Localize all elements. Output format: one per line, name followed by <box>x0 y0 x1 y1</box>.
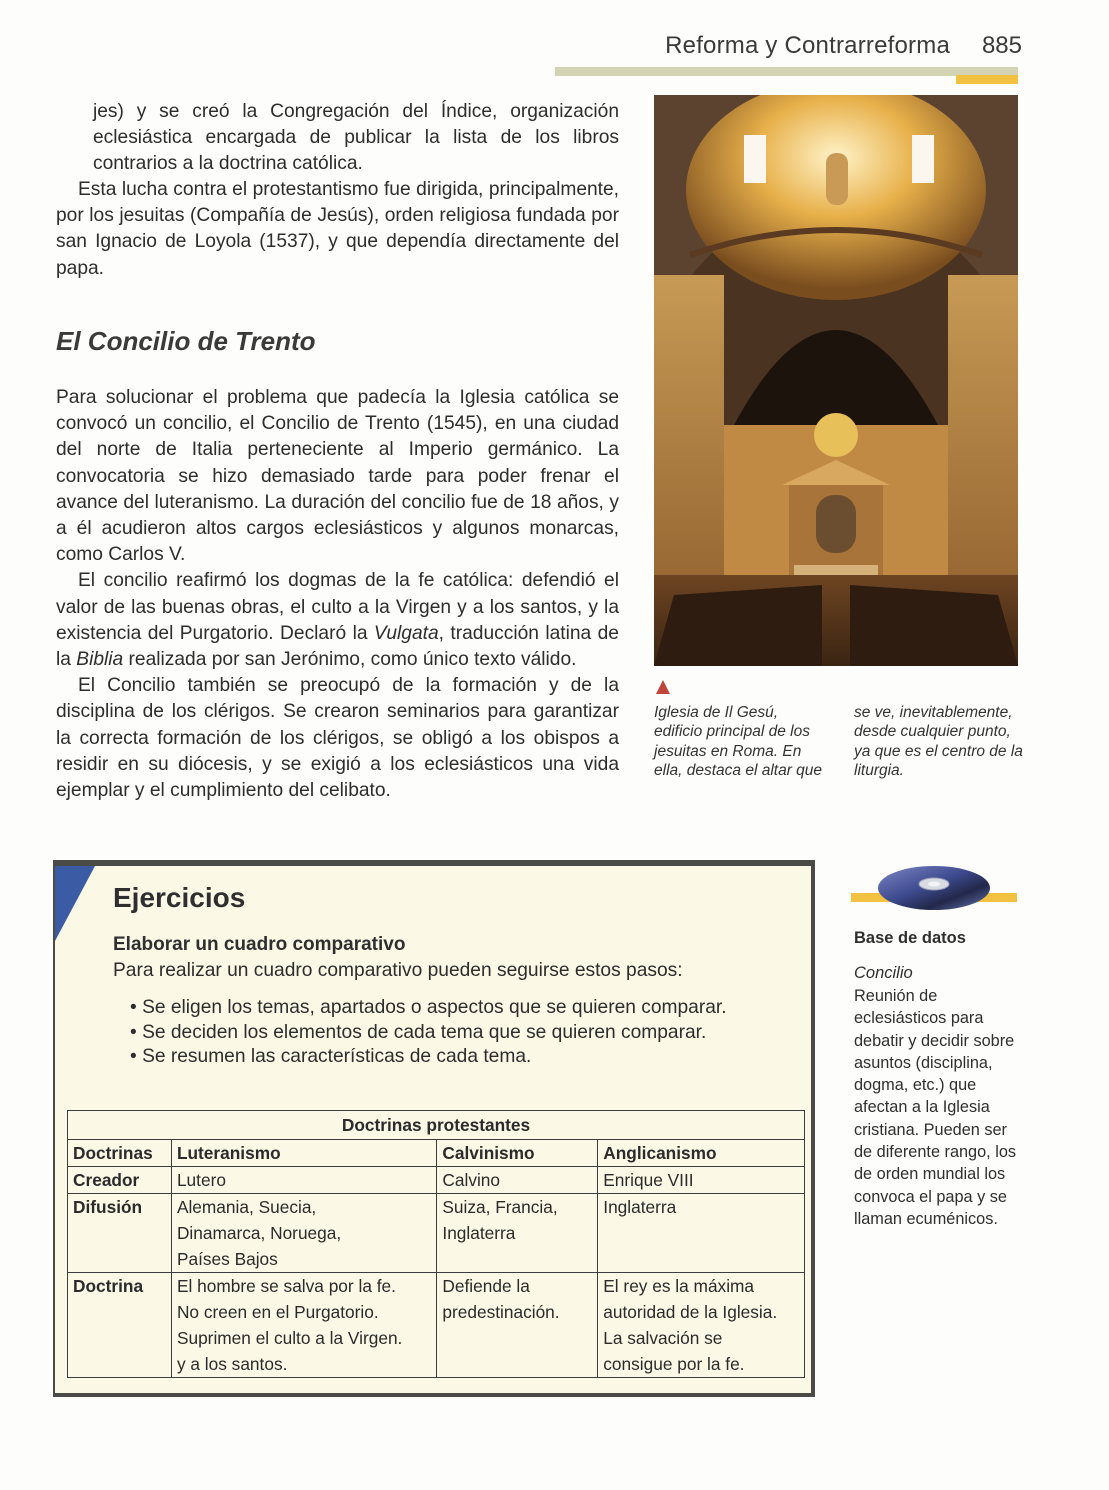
table-row <box>68 1273 805 1378</box>
table-caption-row <box>68 1111 805 1140</box>
cell-line: y a los santos. <box>176 1354 288 1374</box>
cell-line: Defiende la <box>442 1276 530 1296</box>
intro-paragraph-text: Esta lucha contra el protestantismo fue dirigida, principalmente, por los jesuitas (Compañía de Jesús), orden religiosa fundada por san Ignacio de Loyola (1537), y que dependía directamente del papa. <box>56 179 619 279</box>
cd-disc-icon <box>874 864 994 919</box>
sidebar-title: Base de datos <box>854 929 966 947</box>
exercises-title: Ejercicios <box>113 882 246 913</box>
cell-line: Alemania, Suecia, <box>176 1197 317 1217</box>
exercise-step: • Se eligen los temas, apartados o aspectos que se quieren comparar. <box>130 996 727 1021</box>
column-header: Doctrinas <box>68 1140 172 1167</box>
page-number: 885 <box>981 32 1022 59</box>
exercises-intro: Para realizar un cuadro comparativo pueden seguirse estos pasos: <box>113 960 683 981</box>
intro-paragraph <box>56 177 619 282</box>
table-cell <box>598 1273 805 1378</box>
dome-window-left <box>744 135 766 183</box>
table-header-row <box>68 1140 805 1167</box>
church-interior-illustration <box>654 95 1018 666</box>
exercises-corner-wedge <box>55 866 95 941</box>
pews-right <box>850 585 1018 666</box>
table-cell: Calvino <box>437 1167 598 1194</box>
emphasis-vulgata: Vulgata <box>373 622 439 644</box>
header-accent-bar <box>956 75 1018 84</box>
column-header: Calvinismo <box>437 1140 598 1167</box>
row-header: Doctrina <box>68 1273 172 1378</box>
cell-line: Inglaterra <box>603 1197 677 1217</box>
cell-line: Inglaterra <box>442 1223 516 1243</box>
cell-line: No creen en el Purgatorio. <box>176 1302 379 1322</box>
paragraph: Para solucionar el problema que padecía la Iglesia católica se convocó un concilio, el Concilio de Trento (1545), en una ciudad del norte de Italia perteneciente al Imperio germánico. La convocatoria se hizo demasiado tarde para poder frenar el avance del luteranismo. La duración del concilio fue de 18 años, y a él acudieron altos cargos eclesiásticos y algunos monarcas, como Carlos V. <box>56 387 619 566</box>
cell-line: Dinamarca, Noruega, <box>176 1223 342 1243</box>
cell-line: consigue por la fe. <box>603 1354 745 1374</box>
cell-line: predestinación. <box>442 1302 560 1322</box>
intro-continuation-text: jes) y se creó la Congregación del Índice, organización eclesiástica encargada de publicar la lista de los libros contrarios a la doctrina católica. <box>93 101 619 175</box>
column-header: Luteranismo <box>171 1140 436 1167</box>
cell-line: Suprimen el culto a la Virgen. <box>176 1328 403 1348</box>
table-cell: Enrique VIII <box>598 1167 805 1194</box>
comparison-table <box>67 1110 805 1378</box>
emphasis-biblia: Biblia <box>76 649 124 671</box>
cell-line: Países Bajos <box>176 1249 278 1269</box>
table-cell <box>171 1194 436 1273</box>
exercises-subtitle: Elaborar un cuadro comparativo <box>113 934 406 955</box>
cell-line: El rey es la máxima <box>603 1276 755 1296</box>
table-cell: Lutero <box>171 1167 436 1194</box>
sunburst-ornament <box>814 413 858 457</box>
glossary-definition: Reunión de eclesiásticos para debatir y decidir sobre asuntos (disciplina, dogma, etc.) que afectan a la Iglesia cristiana. Pueden ser de diferente rango, los de orden mundial los convoca el papa y se llaman ecuménicos. <box>854 987 1017 1228</box>
cell-line: La salvación se <box>603 1328 723 1348</box>
section-body <box>56 385 619 804</box>
altar-painting <box>816 495 856 553</box>
table-cell <box>598 1194 805 1273</box>
table-cell <box>171 1273 436 1378</box>
cell-line: Suiza, Francia, <box>442 1197 558 1217</box>
paragraph <box>56 568 619 673</box>
exercise-step: • Se deciden los elementos de cada tema que se quieren comparar. <box>130 1021 727 1046</box>
paragraph-text: El concilio reafirmó los dogmas de la fe católica: defendió el valor de las buenas obras, el culto a la Virgen y a los santos, y la existencia del Purgatorio. Declaró la <box>56 570 619 644</box>
header-rule <box>555 67 1018 76</box>
dome-window-right <box>912 135 934 183</box>
table-caption: Doctrinas protestantes <box>68 1111 805 1140</box>
cell-line: El hombre se salva por la fe. <box>176 1276 396 1296</box>
paragraph-text: realizada por san Jerónimo, como único texto válido. <box>123 649 577 671</box>
pews-left <box>654 585 822 666</box>
photo-caption-part1: Iglesia de Il Gesú, edificio principal de los jesuitas en Roma. En ella, destaca el altar que <box>654 704 823 780</box>
table-row <box>68 1167 805 1194</box>
exercise-step: • Se resumen las características de cada tema. <box>130 1045 727 1070</box>
row-header: Difusión <box>68 1194 172 1273</box>
glossary-term: Concilio <box>854 964 913 982</box>
intro-continuation <box>93 99 619 178</box>
photo-caption-part2: se ve, inevitablemente, desde cualquier punto, ya que es el centro de la liturgia. <box>854 704 1023 780</box>
paragraph: El Concilio también se preocupó de la formación y de la disciplina de los clérigos. Se crearon seminarios para garantizar la correcta formación de los clérigos, se obligó a los obispos a residir en su diócesis, y se exigió a los eclesiásticos una vida ejemplar y el cumplimiento del celibato. <box>56 675 619 802</box>
exercise-steps-list <box>130 996 727 1070</box>
chapter-title: Reforma y Contrarreforma <box>665 32 950 59</box>
caption-marker-icon <box>656 680 670 694</box>
cell-line: autoridad de la Iglesia. <box>603 1302 778 1322</box>
row-header: Creador <box>68 1167 172 1194</box>
table-cell <box>437 1194 598 1273</box>
column-header: Anglicanismo <box>598 1140 805 1167</box>
dome-niche-statue <box>826 153 848 205</box>
table-row <box>68 1194 805 1273</box>
church-photo <box>654 95 1018 666</box>
table-cell <box>437 1273 598 1378</box>
paragraph-text: , traducción latina de la <box>56 622 619 671</box>
section-title: El Concilio de Trento <box>56 326 316 356</box>
